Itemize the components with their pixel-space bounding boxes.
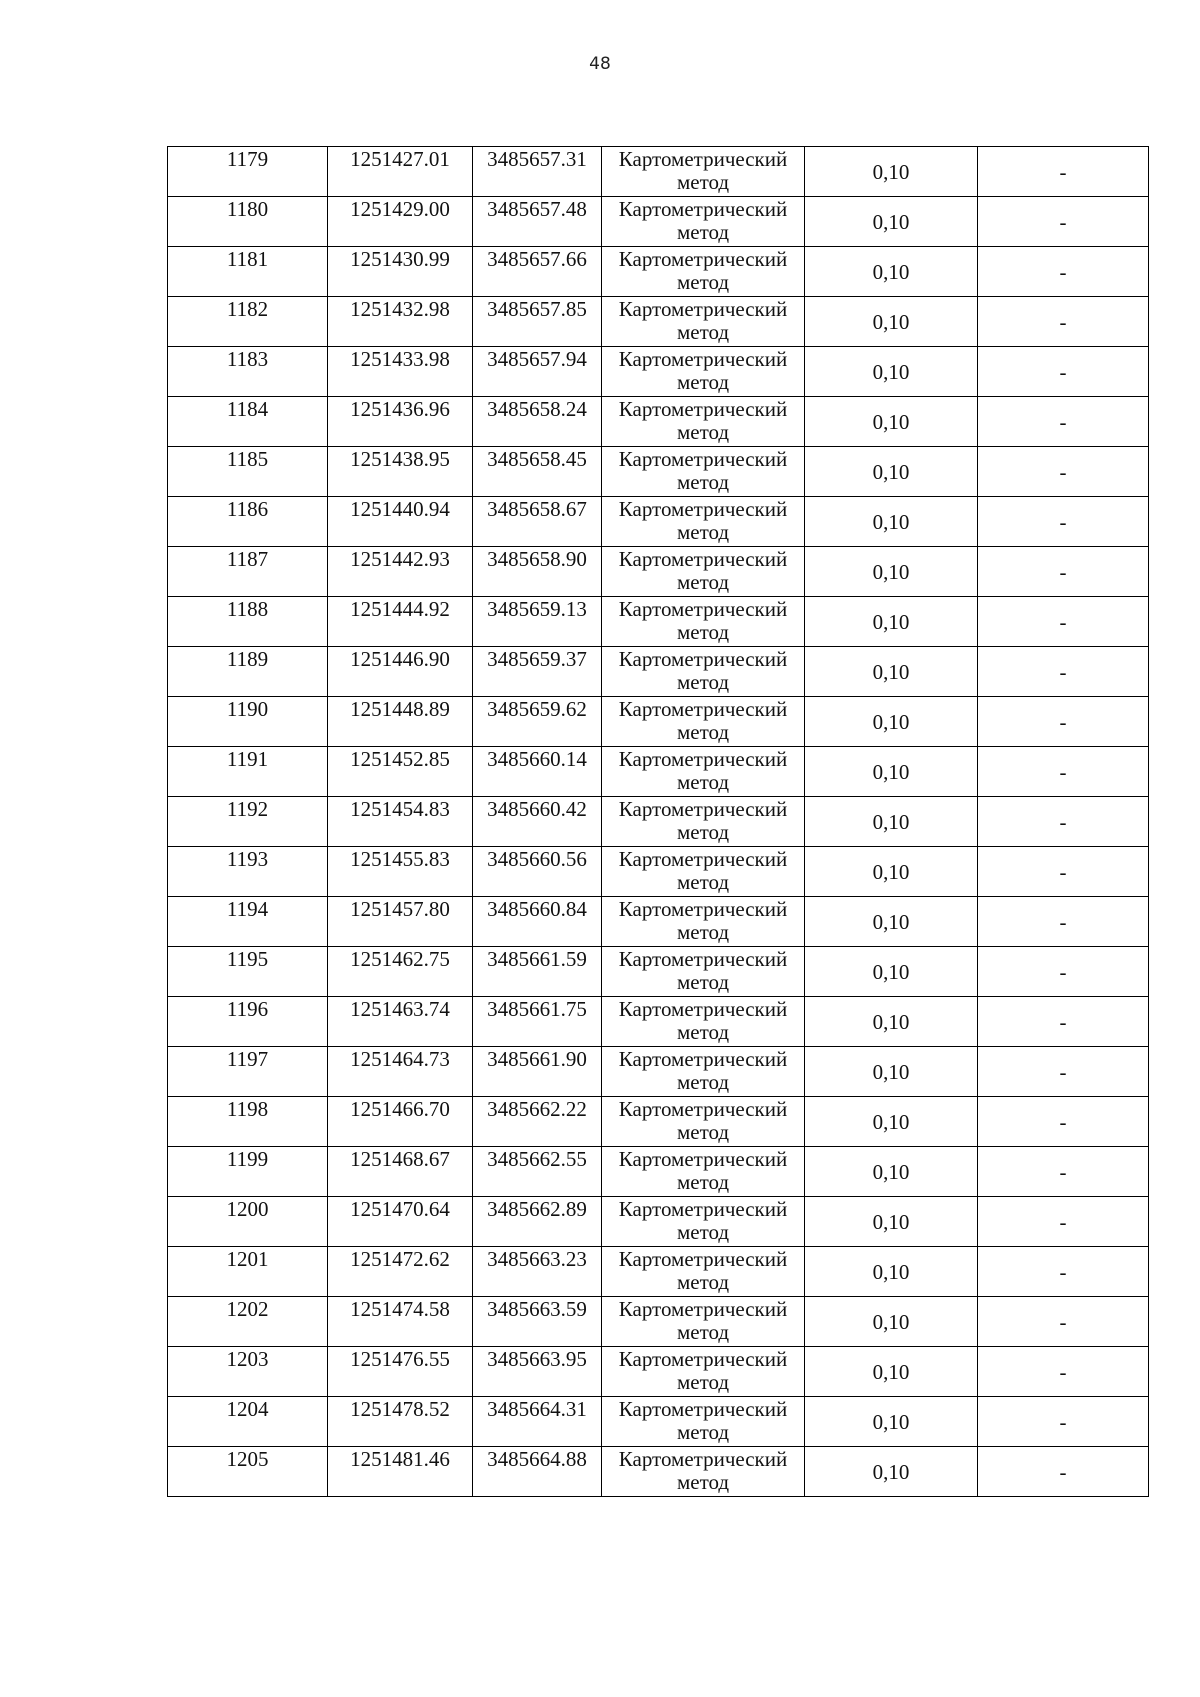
y-coordinate-cell: 3485658.90 xyxy=(473,547,602,597)
note-cell: - xyxy=(978,397,1149,447)
y-coordinate-cell: 3485663.23 xyxy=(473,1247,602,1297)
table-row xyxy=(168,697,1149,747)
method-line-1: Картометрический xyxy=(618,1047,788,1071)
method-line-1: Картометрический xyxy=(618,797,788,821)
method-line-1: Картометрический xyxy=(618,397,788,421)
point-number-cell: 1200 xyxy=(168,1197,328,1247)
y-coordinate-cell: 3485658.24 xyxy=(473,397,602,447)
point-number-cell: 1199 xyxy=(168,1147,328,1197)
point-number-cell: 1187 xyxy=(168,547,328,597)
x-coordinate-cell: 1251433.98 xyxy=(328,347,473,397)
point-number-cell: 1181 xyxy=(168,247,328,297)
y-coordinate-cell: 3485663.59 xyxy=(473,1297,602,1347)
y-coordinate-cell: 3485664.31 xyxy=(473,1397,602,1447)
method-cell xyxy=(602,1397,805,1447)
method-line-1: Картометрический xyxy=(618,597,788,621)
y-coordinate-cell: 3485661.75 xyxy=(473,997,602,1047)
x-coordinate-cell: 1251464.73 xyxy=(328,1047,473,1097)
x-coordinate-cell: 1251444.92 xyxy=(328,597,473,647)
method-line-1: Картометрический xyxy=(618,647,788,671)
note-cell: - xyxy=(978,897,1149,947)
method-line-2: метод xyxy=(676,1070,730,1094)
note-cell: - xyxy=(978,147,1149,197)
accuracy-cell: 0,10 xyxy=(805,1347,978,1397)
x-coordinate-cell: 1251452.85 xyxy=(328,747,473,797)
method-line-2: метод xyxy=(676,1120,730,1144)
point-number-cell: 1205 xyxy=(168,1447,328,1497)
table-row xyxy=(168,797,1149,847)
y-coordinate-cell: 3485657.85 xyxy=(473,297,602,347)
method-cell xyxy=(602,597,805,647)
y-coordinate-cell: 3485661.90 xyxy=(473,1047,602,1097)
method-line-2: метод xyxy=(676,320,730,344)
method-line-1: Картометрический xyxy=(618,297,788,321)
point-number-cell: 1196 xyxy=(168,997,328,1047)
note-cell: - xyxy=(978,947,1149,997)
accuracy-cell: 0,10 xyxy=(805,1247,978,1297)
method-cell xyxy=(602,1347,805,1397)
coordinates-table xyxy=(167,146,1149,1497)
note-cell: - xyxy=(978,747,1149,797)
table-row xyxy=(168,147,1149,197)
y-coordinate-cell: 3485657.94 xyxy=(473,347,602,397)
point-number-cell: 1197 xyxy=(168,1047,328,1097)
y-coordinate-cell: 3485659.37 xyxy=(473,647,602,697)
method-line-2: метод xyxy=(676,270,730,294)
x-coordinate-cell: 1251454.83 xyxy=(328,797,473,847)
table-row xyxy=(168,1047,1149,1097)
y-coordinate-cell: 3485662.89 xyxy=(473,1197,602,1247)
point-number-cell: 1191 xyxy=(168,747,328,797)
accuracy-cell: 0,10 xyxy=(805,597,978,647)
method-line-1: Картометрический xyxy=(618,1397,788,1421)
note-cell: - xyxy=(978,647,1149,697)
note-cell: - xyxy=(978,1397,1149,1447)
x-coordinate-cell: 1251446.90 xyxy=(328,647,473,697)
x-coordinate-cell: 1251457.80 xyxy=(328,897,473,947)
accuracy-cell: 0,10 xyxy=(805,1447,978,1497)
table-row xyxy=(168,447,1149,497)
note-cell: - xyxy=(978,697,1149,747)
accuracy-cell: 0,10 xyxy=(805,297,978,347)
method-cell xyxy=(602,1097,805,1147)
table-row xyxy=(168,397,1149,447)
accuracy-cell: 0,10 xyxy=(805,1147,978,1197)
table-row xyxy=(168,1397,1149,1447)
method-line-1: Картометрический xyxy=(618,1347,788,1371)
x-coordinate-cell: 1251462.75 xyxy=(328,947,473,997)
table-row xyxy=(168,647,1149,697)
accuracy-cell: 0,10 xyxy=(805,897,978,947)
method-line-2: метод xyxy=(676,970,730,994)
method-line-1: Картометрический xyxy=(618,247,788,271)
method-line-2: метод xyxy=(676,770,730,794)
note-cell: - xyxy=(978,297,1149,347)
point-number-cell: 1195 xyxy=(168,947,328,997)
method-line-1: Картометрический xyxy=(618,1197,788,1221)
x-coordinate-cell: 1251474.58 xyxy=(328,1297,473,1347)
note-cell: - xyxy=(978,247,1149,297)
table-row xyxy=(168,1097,1149,1147)
point-number-cell: 1190 xyxy=(168,697,328,747)
point-number-cell: 1204 xyxy=(168,1397,328,1447)
method-cell xyxy=(602,1247,805,1297)
accuracy-cell: 0,10 xyxy=(805,147,978,197)
method-cell xyxy=(602,997,805,1047)
method-cell xyxy=(602,1197,805,1247)
table-row xyxy=(168,847,1149,897)
x-coordinate-cell: 1251427.01 xyxy=(328,147,473,197)
accuracy-cell: 0,10 xyxy=(805,1047,978,1097)
x-coordinate-cell: 1251481.46 xyxy=(328,1447,473,1497)
y-coordinate-cell: 3485660.14 xyxy=(473,747,602,797)
table-row xyxy=(168,497,1149,547)
table-row xyxy=(168,1247,1149,1297)
method-line-1: Картометрический xyxy=(618,447,788,471)
method-cell xyxy=(602,247,805,297)
method-line-2: метод xyxy=(676,720,730,744)
method-cell xyxy=(602,497,805,547)
point-number-cell: 1183 xyxy=(168,347,328,397)
table-row xyxy=(168,1347,1149,1397)
note-cell: - xyxy=(978,997,1149,1047)
point-number-cell: 1186 xyxy=(168,497,328,547)
note-cell: - xyxy=(978,1347,1149,1397)
table-row xyxy=(168,897,1149,947)
accuracy-cell: 0,10 xyxy=(805,1097,978,1147)
method-line-1: Картометрический xyxy=(618,847,788,871)
note-cell: - xyxy=(978,347,1149,397)
method-line-1: Картометрический xyxy=(618,1297,788,1321)
method-cell xyxy=(602,547,805,597)
table-row xyxy=(168,997,1149,1047)
x-coordinate-cell: 1251455.83 xyxy=(328,847,473,897)
x-coordinate-cell: 1251470.64 xyxy=(328,1197,473,1247)
method-cell xyxy=(602,1047,805,1097)
method-line-1: Картометрический xyxy=(618,547,788,571)
method-line-1: Картометрический xyxy=(618,497,788,521)
x-coordinate-cell: 1251442.93 xyxy=(328,547,473,597)
method-line-1: Картометрический xyxy=(618,147,788,171)
accuracy-cell: 0,10 xyxy=(805,997,978,1047)
x-coordinate-cell: 1251472.62 xyxy=(328,1247,473,1297)
method-line-2: метод xyxy=(676,370,730,394)
table-row xyxy=(168,297,1149,347)
accuracy-cell: 0,10 xyxy=(805,447,978,497)
y-coordinate-cell: 3485660.42 xyxy=(473,797,602,847)
method-line-2: метод xyxy=(676,570,730,594)
method-line-2: метод xyxy=(676,1470,730,1494)
method-line-1: Картометрический xyxy=(618,897,788,921)
method-line-2: метод xyxy=(676,1020,730,1044)
y-coordinate-cell: 3485659.62 xyxy=(473,697,602,747)
x-coordinate-cell: 1251438.95 xyxy=(328,447,473,497)
accuracy-cell: 0,10 xyxy=(805,847,978,897)
accuracy-cell: 0,10 xyxy=(805,397,978,447)
note-cell: - xyxy=(978,1097,1149,1147)
table-body xyxy=(168,147,1149,1497)
method-cell xyxy=(602,197,805,247)
point-number-cell: 1188 xyxy=(168,597,328,647)
method-line-2: метод xyxy=(676,1170,730,1194)
table-row xyxy=(168,597,1149,647)
accuracy-cell: 0,10 xyxy=(805,1397,978,1447)
accuracy-cell: 0,10 xyxy=(805,797,978,847)
table-row xyxy=(168,547,1149,597)
method-line-2: метод xyxy=(676,170,730,194)
method-line-1: Картометрический xyxy=(618,947,788,971)
x-coordinate-cell: 1251429.00 xyxy=(328,197,473,247)
method-cell xyxy=(602,1447,805,1497)
method-cell xyxy=(602,647,805,697)
method-line-2: метод xyxy=(676,920,730,944)
x-coordinate-cell: 1251448.89 xyxy=(328,697,473,747)
method-cell xyxy=(602,447,805,497)
point-number-cell: 1201 xyxy=(168,1247,328,1297)
point-number-cell: 1203 xyxy=(168,1347,328,1397)
note-cell: - xyxy=(978,497,1149,547)
x-coordinate-cell: 1251476.55 xyxy=(328,1347,473,1397)
note-cell: - xyxy=(978,1197,1149,1247)
table-row xyxy=(168,197,1149,247)
x-coordinate-cell: 1251432.98 xyxy=(328,297,473,347)
point-number-cell: 1193 xyxy=(168,847,328,897)
x-coordinate-cell: 1251478.52 xyxy=(328,1397,473,1447)
method-line-2: метод xyxy=(676,1270,730,1294)
accuracy-cell: 0,10 xyxy=(805,747,978,797)
accuracy-cell: 0,10 xyxy=(805,547,978,597)
table-row xyxy=(168,347,1149,397)
page-number: 48 xyxy=(589,54,611,74)
note-cell: - xyxy=(978,547,1149,597)
method-line-1: Картометрический xyxy=(618,747,788,771)
method-cell xyxy=(602,297,805,347)
accuracy-cell: 0,10 xyxy=(805,697,978,747)
method-cell xyxy=(602,697,805,747)
accuracy-cell: 0,10 xyxy=(805,1197,978,1247)
method-line-2: метод xyxy=(676,1420,730,1444)
method-line-2: метод xyxy=(676,820,730,844)
point-number-cell: 1202 xyxy=(168,1297,328,1347)
x-coordinate-cell: 1251436.96 xyxy=(328,397,473,447)
method-cell xyxy=(602,1147,805,1197)
y-coordinate-cell: 3485657.66 xyxy=(473,247,602,297)
table-row xyxy=(168,947,1149,997)
accuracy-cell: 0,10 xyxy=(805,497,978,547)
table-row xyxy=(168,1447,1149,1497)
method-line-2: метод xyxy=(676,470,730,494)
method-cell xyxy=(602,947,805,997)
method-line-1: Картометрический xyxy=(618,697,788,721)
x-coordinate-cell: 1251440.94 xyxy=(328,497,473,547)
y-coordinate-cell: 3485660.84 xyxy=(473,897,602,947)
method-line-2: метод xyxy=(676,870,730,894)
note-cell: - xyxy=(978,1447,1149,1497)
method-line-2: метод xyxy=(676,670,730,694)
method-line-1: Картометрический xyxy=(618,997,788,1021)
method-cell xyxy=(602,347,805,397)
method-cell xyxy=(602,1297,805,1347)
x-coordinate-cell: 1251463.74 xyxy=(328,997,473,1047)
point-number-cell: 1184 xyxy=(168,397,328,447)
method-line-1: Картометрический xyxy=(618,197,788,221)
point-number-cell: 1185 xyxy=(168,447,328,497)
x-coordinate-cell: 1251466.70 xyxy=(328,1097,473,1147)
note-cell: - xyxy=(978,1297,1149,1347)
point-number-cell: 1192 xyxy=(168,797,328,847)
accuracy-cell: 0,10 xyxy=(805,947,978,997)
point-number-cell: 1180 xyxy=(168,197,328,247)
y-coordinate-cell: 3485658.67 xyxy=(473,497,602,547)
method-line-2: метод xyxy=(676,420,730,444)
table-row xyxy=(168,247,1149,297)
table-row xyxy=(168,747,1149,797)
method-cell xyxy=(602,397,805,447)
note-cell: - xyxy=(978,447,1149,497)
point-number-cell: 1198 xyxy=(168,1097,328,1147)
accuracy-cell: 0,10 xyxy=(805,1297,978,1347)
accuracy-cell: 0,10 xyxy=(805,247,978,297)
note-cell: - xyxy=(978,1247,1149,1297)
note-cell: - xyxy=(978,797,1149,847)
y-coordinate-cell: 3485657.31 xyxy=(473,147,602,197)
note-cell: - xyxy=(978,197,1149,247)
method-line-2: метод xyxy=(676,1220,730,1244)
y-coordinate-cell: 3485659.13 xyxy=(473,597,602,647)
method-line-1: Картометрический xyxy=(618,1147,788,1171)
table-row xyxy=(168,1197,1149,1247)
accuracy-cell: 0,10 xyxy=(805,647,978,697)
note-cell: - xyxy=(978,597,1149,647)
x-coordinate-cell: 1251430.99 xyxy=(328,247,473,297)
y-coordinate-cell: 3485662.55 xyxy=(473,1147,602,1197)
note-cell: - xyxy=(978,1147,1149,1197)
method-cell xyxy=(602,147,805,197)
method-line-1: Картометрический xyxy=(618,347,788,371)
method-cell xyxy=(602,747,805,797)
method-line-2: метод xyxy=(676,1320,730,1344)
method-cell xyxy=(602,797,805,847)
y-coordinate-cell: 3485663.95 xyxy=(473,1347,602,1397)
method-line-2: метод xyxy=(676,220,730,244)
point-number-cell: 1189 xyxy=(168,647,328,697)
method-line-1: Картометрический xyxy=(618,1247,788,1271)
y-coordinate-cell: 3485660.56 xyxy=(473,847,602,897)
method-cell xyxy=(602,847,805,897)
point-number-cell: 1182 xyxy=(168,297,328,347)
note-cell: - xyxy=(978,847,1149,897)
method-line-1: Картометрический xyxy=(618,1097,788,1121)
point-number-cell: 1194 xyxy=(168,897,328,947)
method-line-2: метод xyxy=(676,1370,730,1394)
table-row xyxy=(168,1147,1149,1197)
method-line-2: метод xyxy=(676,520,730,544)
y-coordinate-cell: 3485657.48 xyxy=(473,197,602,247)
x-coordinate-cell: 1251468.67 xyxy=(328,1147,473,1197)
accuracy-cell: 0,10 xyxy=(805,347,978,397)
y-coordinate-cell: 3485662.22 xyxy=(473,1097,602,1147)
note-cell: - xyxy=(978,1047,1149,1097)
y-coordinate-cell: 3485658.45 xyxy=(473,447,602,497)
method-cell xyxy=(602,897,805,947)
accuracy-cell: 0,10 xyxy=(805,197,978,247)
table-row xyxy=(168,1297,1149,1347)
method-line-1: Картометрический xyxy=(618,1447,788,1471)
y-coordinate-cell: 3485664.88 xyxy=(473,1447,602,1497)
point-number-cell: 1179 xyxy=(168,147,328,197)
method-line-2: метод xyxy=(676,620,730,644)
y-coordinate-cell: 3485661.59 xyxy=(473,947,602,997)
